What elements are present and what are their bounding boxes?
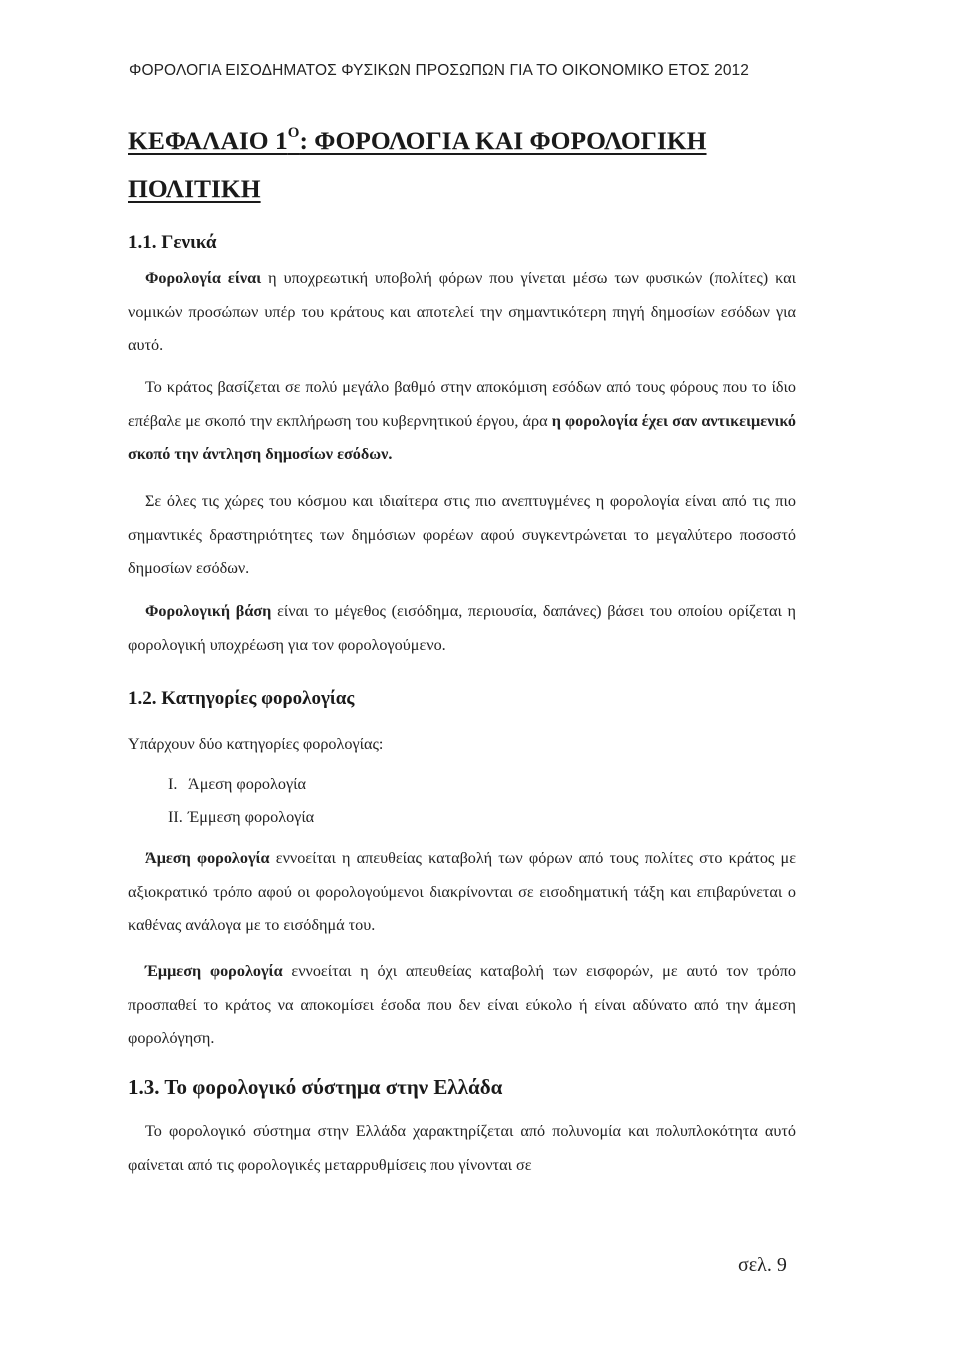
- running-header: ΦΟΡΟΛΟΓΙΑ ΕΙΣΟΔΗΜΑΤΟΣ ΦΥΣΙΚΩΝ ΠΡΟΣΩΠΩΝ ΓΙΑ ΤΟ ΟΙΚΟΝΟΜΙΚΟ ΕΤΟΣ 2012: [129, 62, 749, 79]
- tax-categories-list: [168, 768, 314, 834]
- list-item: I. Άμεση φορολογία: [168, 775, 306, 793]
- paragraph-countries: Σε όλες τις χώρες του κόσμου και ιδιαίτερα στις πιο ανεπτυγμένες η φορολογία είναι από τις πιο σημαντικές δραστηριότητες των δημόσιων φορέων αφού συγκεντρώνεται το μεγαλύτερο ποσοστό δημοσίων εσόδων.: [128, 492, 796, 577]
- list-item: II. Έμμεση φορολογία: [168, 808, 315, 826]
- section-number: 1.1.: [128, 232, 157, 253]
- chapter-prefix: ΚΕΦΑΛΑΙΟ 1: [128, 126, 288, 155]
- bold-term: Φορολογία είναι: [145, 269, 262, 287]
- section-name: Το φορολογικό σύστημα στην Ελλάδα: [164, 1075, 503, 1099]
- bold-statement: η φορολογία έχει σαν αντικειμενικό σκοπό την άντληση δημοσίων εσόδων.: [128, 411, 796, 463]
- paragraph-direct-tax: Άμεση φορολογία εννοείται η απευθείας καταβολή των φόρων από τους πολίτες στο κράτος με αξιοκρατικό τρόπο αφού οι φορολογούμενοι διακρίνονται σε εισοδηματική τάξη και επιβαρύνεται ο καθένας ανάλογα με το εισόδημά του.: [128, 849, 796, 934]
- section-heading-1-2: [128, 688, 354, 710]
- section-heading-1-1: [128, 232, 216, 254]
- section-heading-1-3: [128, 1075, 502, 1100]
- section-name: Γενικά: [161, 232, 217, 253]
- page-number: σελ. 9: [738, 1254, 787, 1276]
- chapter-superscript: Ο: [287, 125, 300, 141]
- paragraph-greek-tax-system: Το φορολογικό σύστημα στην Ελλάδα χαρακτηρίζεται από πολυνομία και πολυπλοκότητα αυτό φαίνεται από τις φορολογικές μεταρρυθμίσεις που γίνονται σε: [128, 1122, 796, 1174]
- chapter-title: [128, 117, 828, 213]
- paragraph-categories-intro: Υπάρχουν δύο κατηγορίες φορολογίας:: [128, 735, 384, 753]
- section-name: Κατηγορίες φορολογίας: [161, 688, 355, 709]
- paragraph-state-revenue: Το κράτος βασίζεται σε πολύ μεγάλο βαθμό στην αποκόμιση εσόδων από τους φόρους που το ίδιο επέβαλε με σκοπό την εκπλήρωση του κυβερνητικού έργου, άρα η φορολογία έχει σαν αντικειμενικό σκοπό την άντληση δημοσίων εσόδων.: [128, 378, 796, 463]
- bold-term: Άμεση φορολογία: [145, 849, 270, 867]
- section-number: 1.2.: [128, 688, 157, 709]
- paragraph-indirect-tax: Έμμεση φορολογία εννοείται η όχι απευθείας καταβολή των εισφορών, με αυτό τον τρόπο προσπαθεί το κράτος να αποκομίσει έσοδα που δεν είναι εύκολο ή είναι αδύνατο από την άμεση φορολόγηση.: [128, 962, 796, 1047]
- section-number: 1.3.: [128, 1075, 160, 1099]
- paragraph-definition: Φορολογία είναι η υποχρεωτική υποβολή φόρων που γίνεται μέσω των φυσικών (πολίτες) και νομικών προσώπων υπέρ του κράτους και αποτελεί την σημαντικότερη πηγή δημοσίων εσόδων για αυτό.: [128, 269, 796, 354]
- bold-term: Έμμεση φορολογία: [145, 962, 283, 980]
- bold-term: Φορολογική βάση: [145, 602, 272, 620]
- chapter-name: : ΦΟΡΟΛΟΓΙΑ ΚΑΙ ΦΟΡΟΛΟΓΙΚΗ ΠΟΛΙΤΙΚΗ: [128, 126, 707, 203]
- paragraph-tax-base: Φορολογική βάση είναι το μέγεθος (εισόδημα, περιουσία, δαπάνες) βάσει του οποίου ορίζεται η φορολογική υποχρέωση για τον φορολογούμενο.: [128, 602, 796, 654]
